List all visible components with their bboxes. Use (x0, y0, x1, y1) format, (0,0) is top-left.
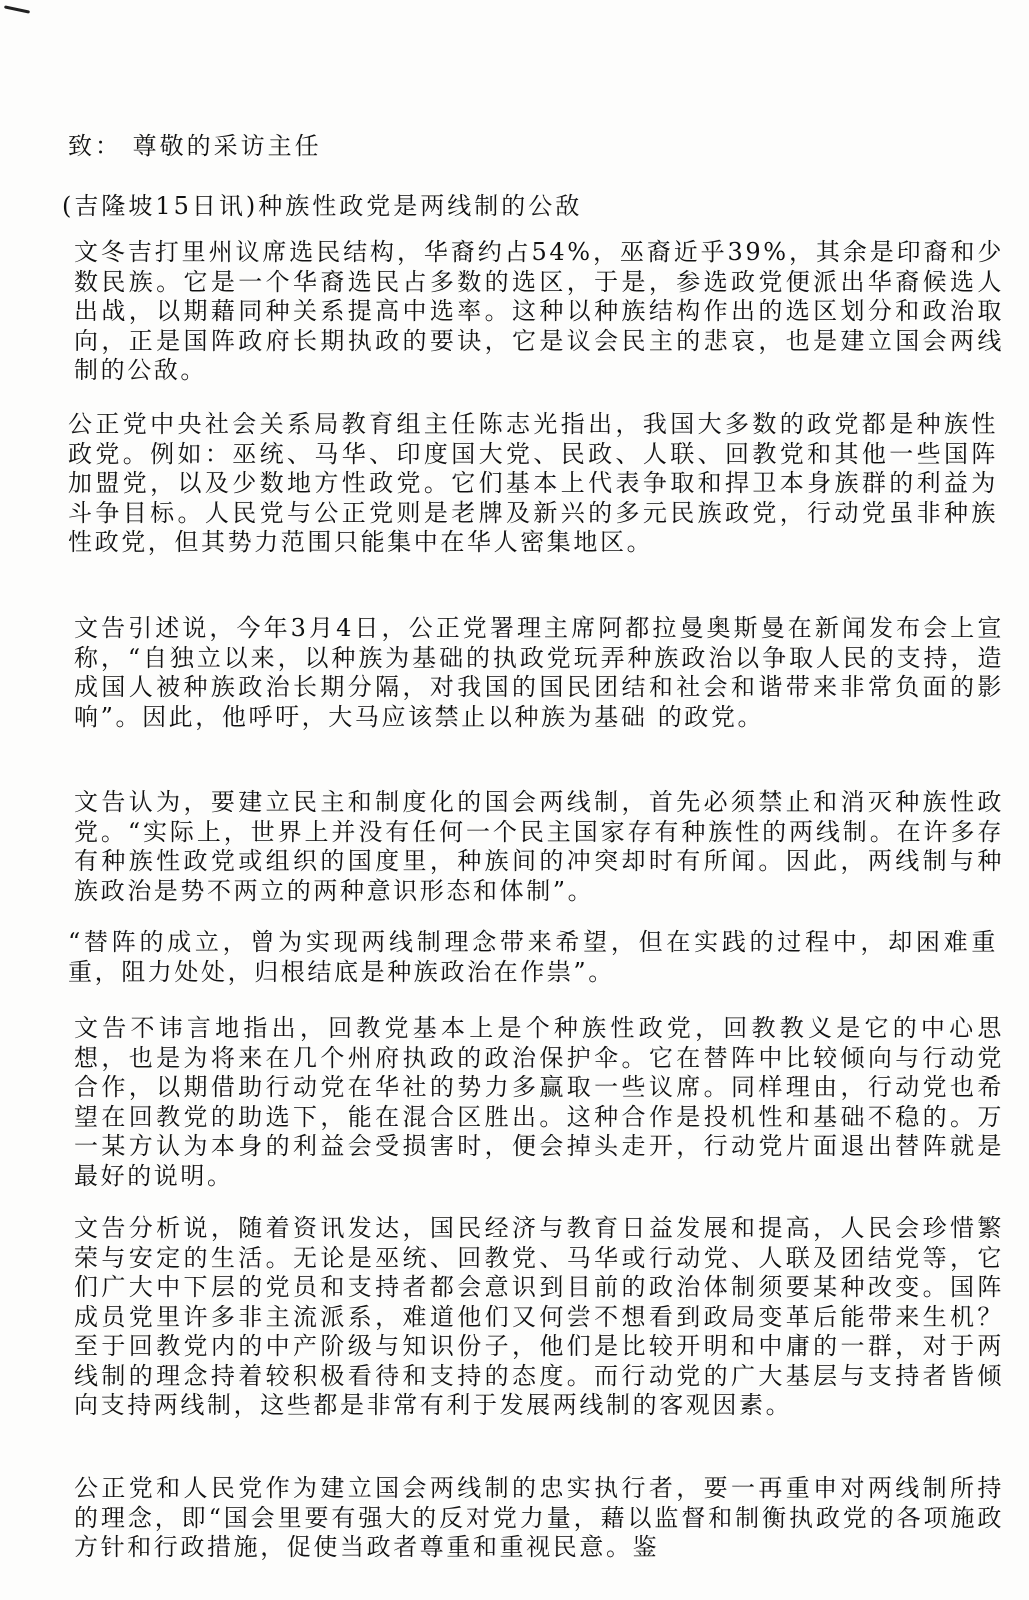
paragraph-4: 文告认为，要建立民主和制度化的国会两线制，首先必须禁止和消灭种族性政党。“实际上，世界上并没有任何一个民主国家存有种族性的两线制。在许多存有种族性政党或组织的国度里，种族间的冲突却时有所闻。因此，两线制与种族政治是势不两立的两种意识形态和体制”。 (74, 788, 1004, 905)
paragraph-7: 文告分析说，随着资讯发达，国民经济与教育日益发展和提高，人民会珍惜繁荣与安定的生活。无论是巫统、回教党、马华或行动党、人联及团结党等，它们广大中下层的党员和支持者都会意识到目前的政治体制须要某种改变。国阵成员党里许多非主流派系，难道他们又何尝不想看到政局变革后能带来生机？ 至于回教党内的中产阶级与知识份子，他们是比较开明和中庸的一群，对于两线制的理念持着较积极看待和支持的态度。而行动党的广大基层与支持者皆倾向支持两线制，这些都是非常有利于发展两线制的客观因素。 (74, 1214, 1004, 1419)
headline: (吉隆坡15日讯)种族性政党是两线制的公敌 (62, 192, 583, 220)
scan-mark (4, 5, 30, 13)
salutation: 致： 尊敬的采访主任 (68, 132, 322, 160)
paragraph-8: 公正党和人民党作为建立国会两线制的忠实执行者，要一再重申对两线制所持的理念，即“国会里要有强大的反对党力量，藉以监督和制衡执政党的各项施政方针和行政措施，促使当政者尊重和重视民意。鉴 (74, 1474, 1004, 1561)
paragraph-6: 文告不讳言地指出，回教党基本上是个种族性政党，回教教义是它的中心思想，也是为将来在几个州府执政的政治保护伞。它在替阵中比较倾向与行动党合作，以期借助行动党在华社的势力多赢取一些议席。同样理由，行动党也希望在回教党的助选下，能在混合区胜出。这种合作是投机性和基础不稳的。万一某方认为本身的利益会受损害时，便会掉头走开，行动党片面退出替阵就是最好的说明。 (74, 1014, 1004, 1190)
paragraph-5: “替阵的成立，曾为实现两线制理念带来希望，但在实践的过程中，却困难重重，阻力处处，归根结底是种族政治在作祟”。 (68, 928, 998, 986)
paragraph-3: 文告引述说，今年3月4日，公正党署理主席阿都拉曼奥斯曼在新闻发布会上宣称，“自独立以来，以种族为基础的执政党玩弄种族政治以争取人民的支持，造成国人被种族政治长期分隔，对我国的国民团结和社会和谐带来非常负面的影响”。因此，他呼吁，大马应该禁止以种族为基础 的政党。 (74, 614, 1004, 731)
paragraph-1: 文冬吉打里州议席选民结构，华裔约占54%，巫裔近乎39%，其余是印裔和少数民族。它是一个华裔选民占多数的选区，于是，参选政党便派出华裔候选人出战，以期藉同种关系提高中选率。这种以种族结构作出的选区划分和政治取向，正是国阵政府长期执政的要诀，它是议会民主的悲哀，也是建立国会两线制的公敌。 (74, 238, 1004, 384)
paragraph-2: 公正党中央社会关系局教育组主任陈志光指出，我国大多数的政党都是种族性政党。例如：巫统、马华、印度国大党、民政、人联、回教党和其他一些国阵加盟党，以及少数地方性政党。它们基本上代表争取和捍卫本身族群的利益为斗争目标。人民党与公正党则是老牌及新兴的多元民族政党，行动党虽非种族性政党，但其势力范围只能集中在华人密集地区。 (68, 410, 998, 556)
